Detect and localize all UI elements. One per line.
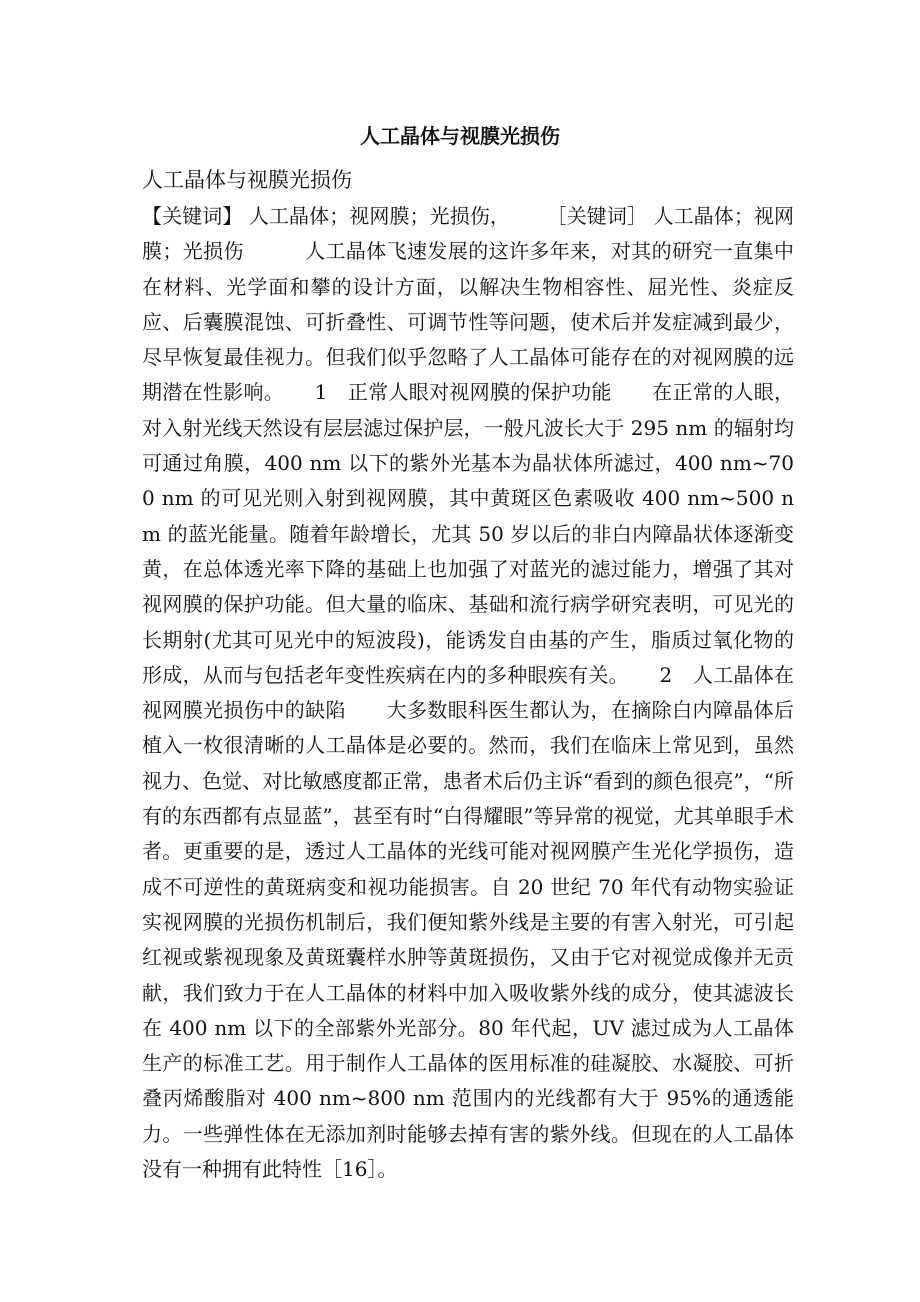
document-body-paragraph: 【关键词】 人工晶体；视网膜；光损伤， ［关键词］ 人工晶体；视网膜；光损伤 人工晶体飞速发展的这许多年来，对其的研究一直集中在材料、光学面和攀的设计方面，以解决生物相容性、屈光性、炎症反应、后囊膜混蚀、可折叠性、可调节性等问题，使术后并发症减到最少，尽早恢复最佳视力。但我们似乎忽略了人工晶体可能存在的对视网膜的远期潜在性影响。 1 正常人眼对视网膜的保护功能 在正常的人眼，对入射光线天然设有层层滤过保护层，一般凡波长大于 295 nm 的辐射均可通过角膜，400 nm 以下的紫外光基本为晶状体所滤过，400 nm~700 nm 的可见光则入射到视网膜，其中黄斑区色素吸收 400 nm~500 nm 的蓝光能量。随着年龄增长，尤其 50 岁以后的非白内障晶状体逐渐变黄，在总体透光率下降的基础上也加强了对蓝光的滤过能力，增强了其对视网膜的保护功能。但大量的临床、基础和流行病学研究表明，可见光的长期射(尤其可见光中的短波段)，能诱发自由基的产生，脂质过氧化物的形成，从而与包括老年变性疾病在内的多种眼疾有关。 2 人工晶体在视网膜光损伤中的缺陷 大多数眼科医生都认为，在摘除白内障晶体后植入一枚很清晰的人工晶体是必要的。然而，我们在临床上常见到，虽然视力、色觉、对比敏感度都正常，患者术后仍主诉“看到的颜色很亮”，“所有的东西都有点显蓝”，甚至有时“白得耀眼”等异常的视觉，尤其单眼手术者。更重要的是，透过人工晶体的光线可能对视网膜产生光化学损伤，造成不可逆性的黄斑病变和视功能损害。自 20 世纪 70 年代有动物实验证实视网膜的光损伤机制后，我们便知紫外线是主要的有害入射光，可引起红视或紫视现象及黄斑囊样水肿等黄斑损伤，又由于它对视觉成像并无贡献，我们致力于在人工晶体的材料中加入吸收紫外线的成分，使其滤波长在 400 nm 以下的全部紫外光部分。80 年代起，UV 滤过成为人工晶体生产的标准工艺。用于制作人工晶体的医用标准的硅凝胶、水凝胶、可折叠丙烯酸脂对 400 nm~800 nm 范围内的光线都有大于 95%的通透能力。一些弹性体在无添加剂时能够去掉有害的紫外线。但现在的人工晶体没有一种拥有此特性［16］。 (142, 204, 794, 1182)
document-subtitle: 人工晶体与视膜光损伤 (142, 168, 352, 192)
document-title: 人工晶体与视膜光损伤 (360, 124, 560, 148)
